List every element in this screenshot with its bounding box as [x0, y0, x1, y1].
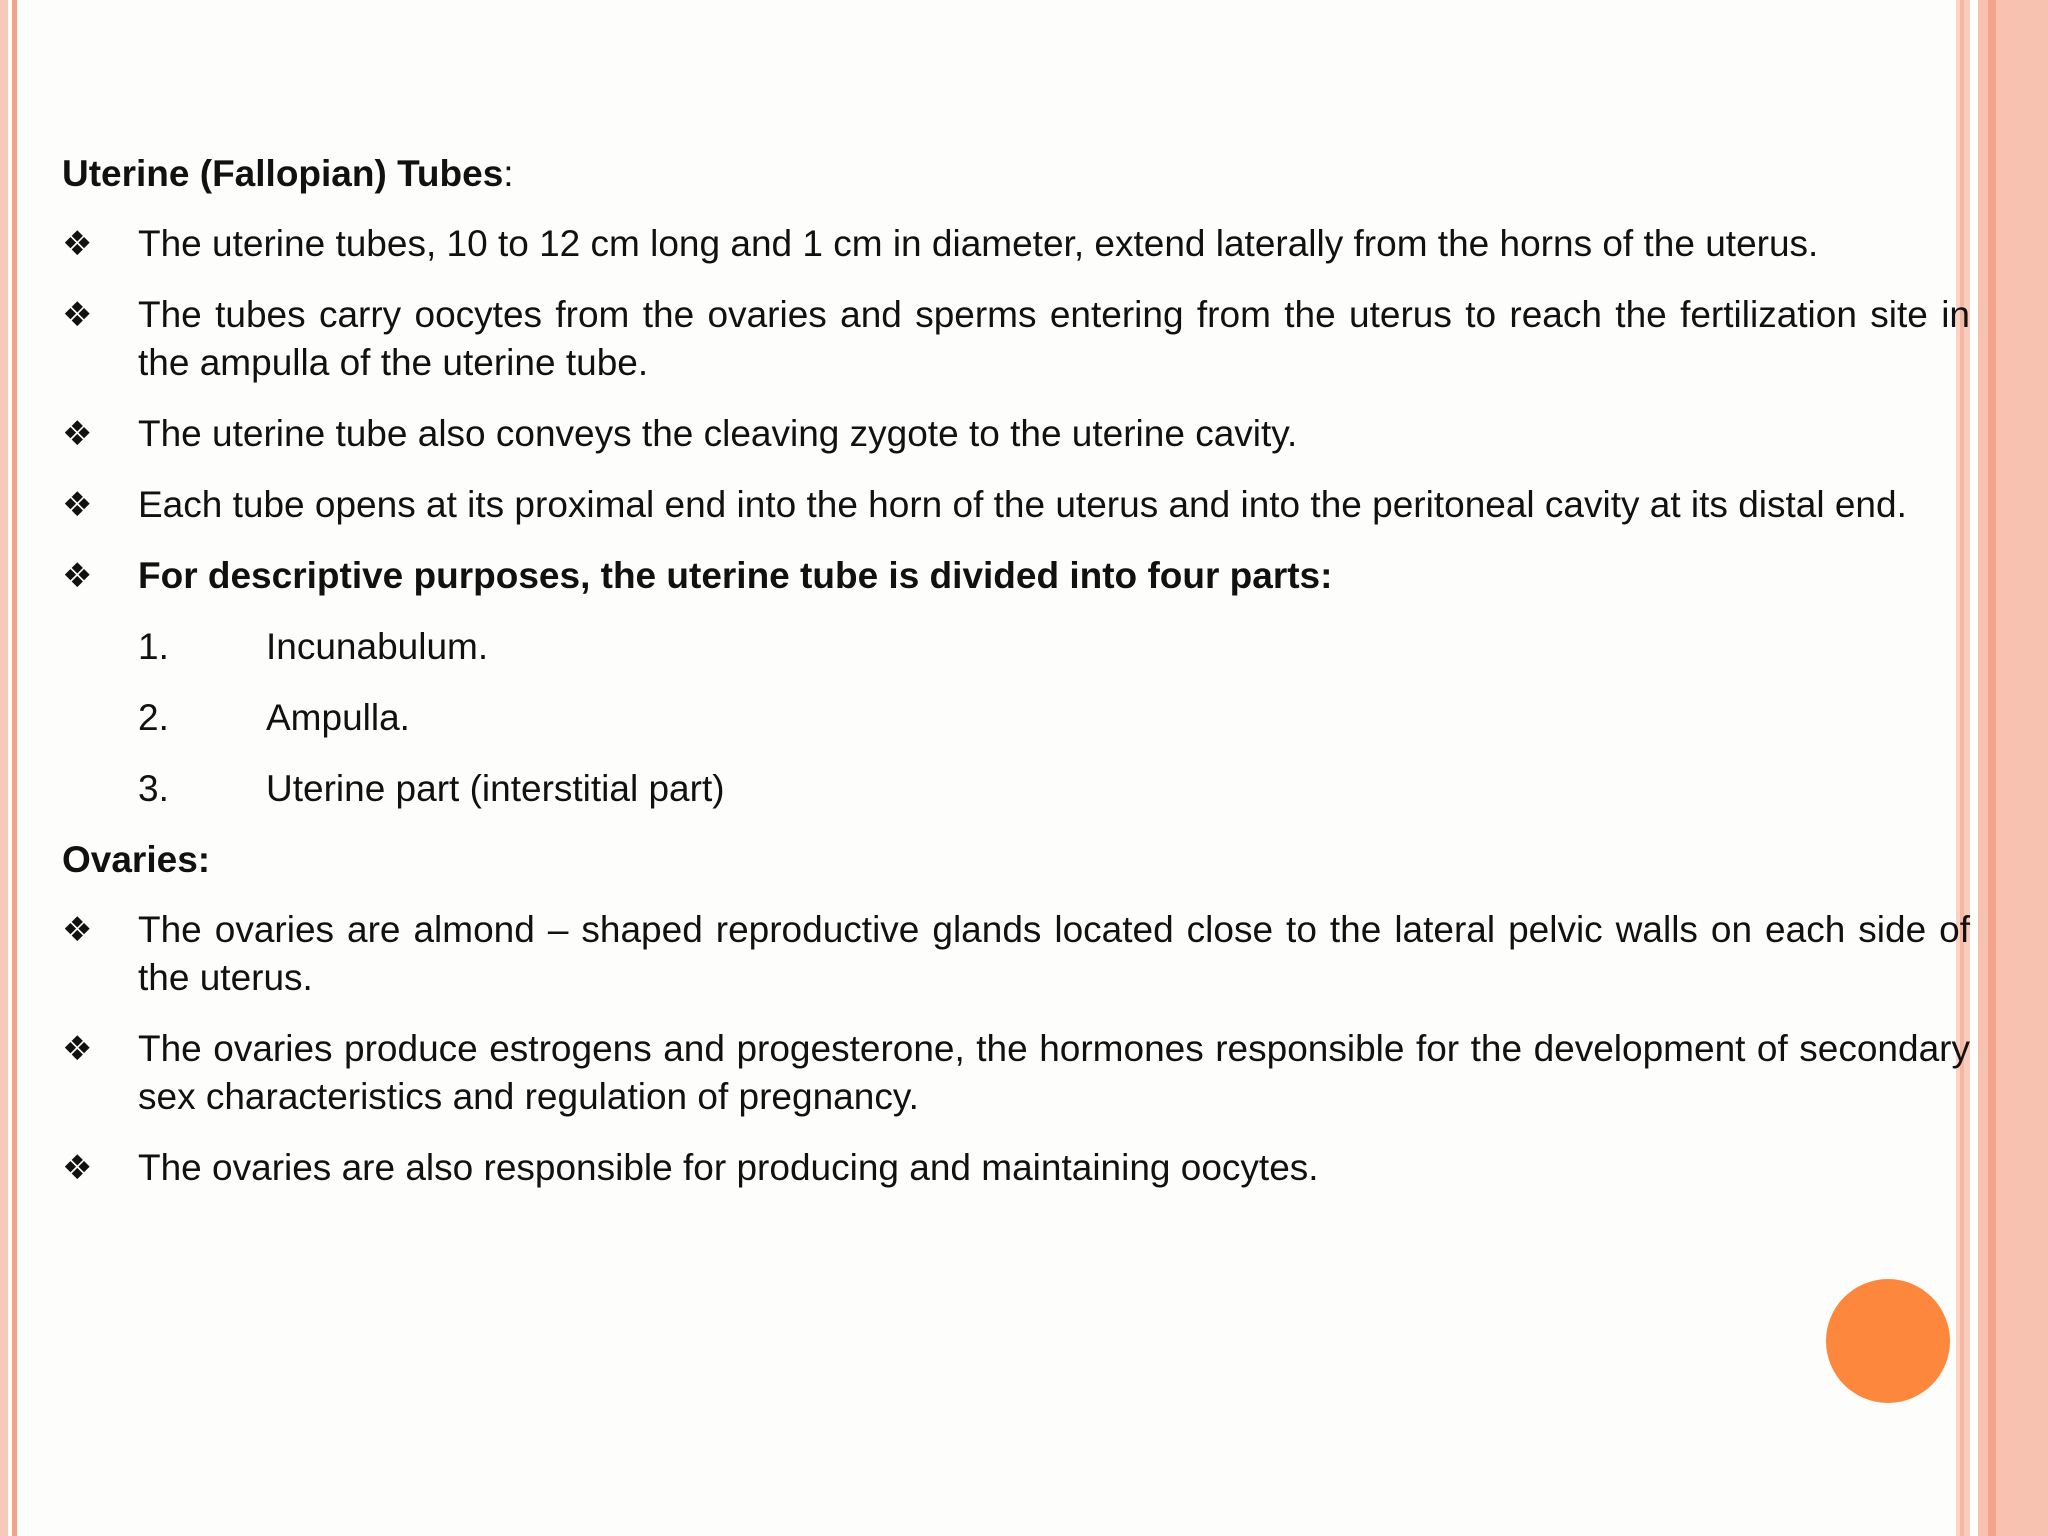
bullet-text: The uterine tube also conveys the cleaving zygote to the uterine cavity.	[138, 413, 1298, 454]
numbered-item	[62, 765, 1970, 813]
diamond-bullet-icon: ❖	[62, 557, 93, 595]
bullet-item	[62, 1144, 1970, 1192]
item-label: Ampulla.	[266, 697, 410, 738]
bullet-item	[62, 1025, 1970, 1121]
bullet-text: The tubes carry oocytes from the ovaries and sperms entering from the uterus to reach the fertilization site in the ampulla of the uterine tube.	[138, 294, 1970, 383]
bullet-item	[62, 410, 1970, 458]
section-heading-ovaries	[62, 836, 1970, 884]
diamond-bullet-icon: ❖	[62, 296, 93, 334]
bullet-item	[62, 552, 1970, 600]
bullet-text: For descriptive purposes, the uterine tube is divided into four parts:	[138, 555, 1333, 596]
diamond-bullet-icon: ❖	[62, 911, 93, 949]
heading-text: Ovaries:	[62, 839, 211, 880]
diamond-bullet-icon: ❖	[62, 1030, 93, 1068]
diamond-bullet-icon: ❖	[62, 415, 93, 453]
bullet-text: The ovaries are also responsible for producing and maintaining oocytes.	[138, 1147, 1319, 1188]
corner-circle-icon	[1826, 1279, 1950, 1403]
item-number: 2.	[138, 697, 169, 738]
bullet-text: Each tube opens at its proximal end into the horn of the uterus and into the peritoneal cavity at its distal end.	[138, 484, 1907, 525]
item-number: 1.	[138, 626, 169, 667]
bullet-item	[62, 291, 1970, 387]
bullet-text: The ovaries produce estrogens and progesterone, the hormones responsible for the development of secondary sex characteristics and regulation of pregnancy.	[138, 1028, 1970, 1117]
diamond-bullet-icon: ❖	[62, 486, 93, 524]
bullet-item	[62, 220, 1970, 268]
heading-colon: :	[503, 153, 514, 194]
numbered-item	[62, 623, 1970, 671]
bullet-item	[62, 906, 1970, 1002]
diamond-bullet-icon: ❖	[62, 225, 93, 263]
left-border-decoration	[0, 0, 26, 1536]
slide-content	[62, 150, 1970, 1215]
item-number: 3.	[138, 768, 169, 809]
diamond-bullet-icon: ❖	[62, 1149, 93, 1187]
item-label: Incunabulum.	[266, 626, 489, 667]
bullet-text: The uterine tubes, 10 to 12 cm long and 1 cm in diameter, extend laterally from the horns of the uterus.	[138, 223, 1819, 264]
bullet-item	[62, 481, 1970, 529]
heading-text: Uterine (Fallopian) Tubes	[62, 153, 504, 194]
section-heading-uterine-tubes	[62, 150, 1970, 198]
bullet-text: The ovaries are almond – shaped reproductive glands located close to the lateral pelvic walls on each side of the uterus.	[138, 909, 1970, 998]
item-label: Uterine part (interstitial part)	[266, 768, 725, 809]
numbered-item	[62, 694, 1970, 742]
